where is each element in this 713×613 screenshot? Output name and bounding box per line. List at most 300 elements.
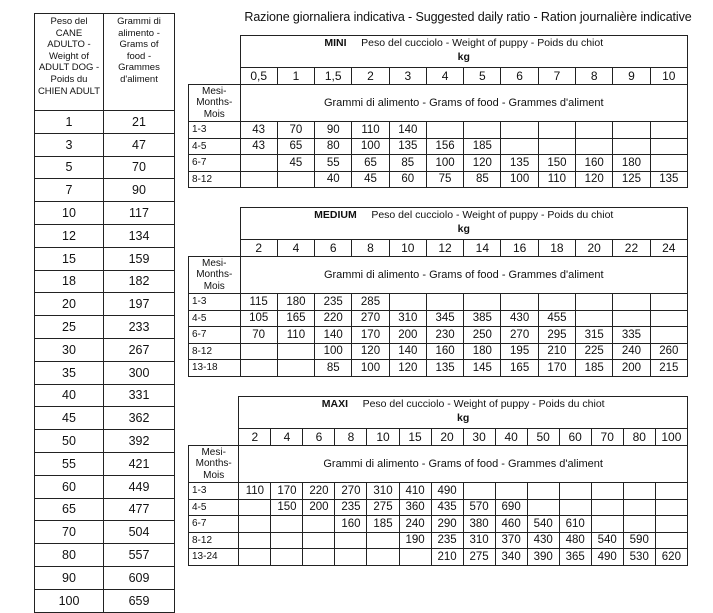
grams-cell: [277, 360, 314, 377]
grams-cell: 250: [464, 327, 501, 344]
grams-cell: [239, 499, 271, 516]
grams-cell: [576, 138, 613, 155]
grams-cell: 620: [655, 549, 687, 566]
adult-grams-header: Grammi di alimento - Grams of food - Grammes d'aliment: [104, 14, 175, 111]
grams-cell: [240, 360, 277, 377]
table-row: [35, 566, 175, 589]
grams-cell: 290: [431, 516, 463, 533]
grams-cell: 43: [240, 122, 277, 139]
table-row: [35, 407, 175, 430]
months-label-line: Mesi-: [202, 85, 227, 97]
size-label: MAXI: [321, 398, 348, 410]
months-label-line: Mesi-: [201, 446, 226, 458]
grams-cell: 140: [315, 327, 352, 344]
grams-cell: [389, 294, 426, 311]
grams-cell: 410: [399, 483, 431, 500]
weight-cell: 8: [352, 240, 389, 257]
weight-cell: 40: [495, 429, 527, 446]
grams-cell: 110: [538, 171, 575, 188]
table-row: [35, 179, 175, 202]
grams-cell: 540: [591, 532, 623, 549]
grams-cell: [303, 549, 335, 566]
grams-cell: 230: [426, 327, 463, 344]
grams-cell: [495, 483, 527, 500]
grams-cell: [538, 138, 575, 155]
table-row: [189, 327, 688, 344]
months-label-line: Mesi-: [202, 257, 227, 269]
table-row: [35, 338, 175, 361]
grams-cell: 180: [613, 155, 650, 172]
grams-cell: [335, 532, 367, 549]
table-row: [35, 498, 175, 521]
grams-cell: 120: [464, 155, 501, 172]
table-row: [35, 384, 175, 407]
blank-corner: [189, 240, 241, 257]
grams-cell: 90: [315, 122, 352, 139]
grams-cell: [426, 294, 463, 311]
grams-cell: 275: [463, 549, 495, 566]
grams-header: Grammi di alimento - Grams of food - Grammes d'aliment: [240, 256, 687, 294]
weight-cell: 8: [335, 429, 367, 446]
months-header: [189, 256, 241, 294]
table-row: [189, 171, 688, 188]
table-row: [35, 589, 175, 612]
grams-cell: [623, 483, 655, 500]
weight-cell: 18: [538, 240, 575, 257]
grams-cell: [613, 294, 650, 311]
grams-cell: 370: [495, 532, 527, 549]
table-row: [189, 122, 688, 139]
grams-cell: 100: [501, 171, 538, 188]
grams-cell: 170: [352, 327, 389, 344]
table-row: [189, 310, 688, 327]
age-cell: 8-12: [189, 171, 241, 188]
grams-cell: [650, 294, 687, 311]
grams-cell: 65: [352, 155, 389, 172]
grams-cell: [271, 532, 303, 549]
adult-weight-cell: 15: [35, 247, 104, 270]
blank-corner: [189, 208, 241, 240]
grams-cell: 235: [315, 294, 352, 311]
adult-grams-cell: 362: [104, 407, 175, 430]
weight-label: Peso del cucciolo - Weight of puppy - Poids du chiot: [371, 209, 614, 221]
grams-cell: 85: [464, 171, 501, 188]
weight-cell: 6: [501, 68, 538, 85]
grams-cell: 200: [389, 327, 426, 344]
table-row: [189, 516, 688, 533]
weight-cell: 60: [559, 429, 591, 446]
table-row: [35, 156, 175, 179]
grams-cell: 235: [335, 499, 367, 516]
adult-grams-cell: 557: [104, 544, 175, 567]
adult-grams-cell: 182: [104, 270, 175, 293]
weight-header: [240, 36, 687, 68]
months-label-line: Mois: [203, 280, 225, 292]
grams-cell: 110: [277, 327, 314, 344]
grams-cell: [271, 516, 303, 533]
grams-cell: [303, 516, 335, 533]
weight-cell: 0,5: [240, 68, 277, 85]
grams-cell: 590: [623, 532, 655, 549]
grams-cell: 480: [559, 532, 591, 549]
age-cell: 1-3: [189, 294, 241, 311]
adult-grams-cell: 477: [104, 498, 175, 521]
grams-cell: [239, 516, 271, 533]
adult-weight-cell: 55: [35, 452, 104, 475]
adult-grams-cell: 421: [104, 452, 175, 475]
weight-cell: 6: [303, 429, 335, 446]
grams-cell: [367, 532, 399, 549]
weight-cell: 4: [271, 429, 303, 446]
size-label: MEDIUM: [314, 209, 357, 221]
age-cell: 13-18: [189, 360, 241, 377]
adult-weight-cell: 1: [35, 111, 104, 134]
puppy-header-row: [189, 208, 688, 240]
adult-grams-cell: 47: [104, 133, 175, 156]
age-cell: 4-5: [189, 138, 241, 155]
grams-cell: 190: [399, 532, 431, 549]
page-title: Razione giornaliera indicativa - Suggested daily ratio - Ration journalière indicative: [244, 10, 692, 24]
grams-cell: 260: [650, 343, 687, 360]
grams-cell: 310: [389, 310, 426, 327]
grams-cell: [613, 122, 650, 139]
grams-cell: 100: [352, 138, 389, 155]
adult-grams-cell: 659: [104, 589, 175, 612]
table-row: [35, 247, 175, 270]
grams-cell: [576, 122, 613, 139]
grams-cell: [650, 155, 687, 172]
label-row: [189, 84, 688, 122]
blank-corner: [189, 397, 239, 429]
adult-grams-cell: 159: [104, 247, 175, 270]
grams-cell: [559, 499, 591, 516]
grams-cell: 530: [623, 549, 655, 566]
grams-cell: [538, 294, 575, 311]
grams-cell: [650, 327, 687, 344]
grams-cell: 225: [576, 343, 613, 360]
grams-cell: 140: [389, 343, 426, 360]
grams-cell: 215: [650, 360, 687, 377]
table-row: [35, 133, 175, 156]
table-row: [35, 224, 175, 247]
grams-cell: 135: [426, 360, 463, 377]
grams-cell: 220: [315, 310, 352, 327]
grams-cell: 335: [613, 327, 650, 344]
grams-cell: 100: [426, 155, 463, 172]
age-cell: 4-5: [189, 499, 239, 516]
grams-cell: [501, 294, 538, 311]
grams-cell: 80: [315, 138, 352, 155]
grams-cell: 460: [495, 516, 527, 533]
table-row: [35, 316, 175, 339]
grams-cell: 195: [501, 343, 538, 360]
weight-cell: 7: [538, 68, 575, 85]
adult-grams-cell: 300: [104, 361, 175, 384]
adult-weight-cell: 100: [35, 589, 104, 612]
table-row: [35, 270, 175, 293]
age-cell: 1-3: [189, 483, 239, 500]
grams-cell: [559, 483, 591, 500]
grams-cell: [650, 310, 687, 327]
grams-cell: 45: [277, 155, 314, 172]
table-row: [35, 475, 175, 498]
grams-cell: 275: [367, 499, 399, 516]
mini-table: [188, 35, 688, 188]
grams-cell: 200: [303, 499, 335, 516]
weight-header: [239, 397, 688, 429]
weight-cell: 30: [463, 429, 495, 446]
adult-weight-cell: 5: [35, 156, 104, 179]
adult-weight-cell: 70: [35, 521, 104, 544]
label-row: [189, 445, 688, 483]
grams-cell: 150: [538, 155, 575, 172]
grams-cell: [501, 122, 538, 139]
grams-cell: 235: [431, 532, 463, 549]
weight-cell: 24: [650, 240, 687, 257]
weight-cell: 70: [591, 429, 623, 446]
grams-cell: 185: [576, 360, 613, 377]
adult-grams-cell: 504: [104, 521, 175, 544]
grams-cell: 170: [538, 360, 575, 377]
grams-cell: 125: [613, 171, 650, 188]
table-row: [189, 532, 688, 549]
grams-cell: [527, 483, 559, 500]
grams-cell: [240, 155, 277, 172]
grams-cell: 160: [335, 516, 367, 533]
grams-cell: [464, 122, 501, 139]
grams-cell: [239, 532, 271, 549]
grams-cell: [463, 483, 495, 500]
table-row: [35, 544, 175, 567]
weight-cell: 15: [399, 429, 431, 446]
adult-grams-cell: 197: [104, 293, 175, 316]
grams-cell: [335, 549, 367, 566]
adult-weight-cell: 12: [35, 224, 104, 247]
months-header: [189, 445, 239, 483]
grams-cell: [655, 516, 687, 533]
table-row: [35, 521, 175, 544]
grams-cell: [655, 499, 687, 516]
weight-cell: 10: [389, 240, 426, 257]
weight-cell: 2: [352, 68, 389, 85]
weight-cell: 1,5: [315, 68, 352, 85]
grams-cell: [591, 483, 623, 500]
grams-cell: [591, 499, 623, 516]
table-row: [35, 293, 175, 316]
grams-cell: 135: [389, 138, 426, 155]
weight-cell: 100: [655, 429, 687, 446]
grams-cell: 540: [527, 516, 559, 533]
grams-cell: 200: [613, 360, 650, 377]
grams-cell: [538, 122, 575, 139]
table-row: [35, 452, 175, 475]
adult-grams-cell: 449: [104, 475, 175, 498]
grams-cell: 100: [352, 360, 389, 377]
grams-cell: 385: [464, 310, 501, 327]
blank-corner: [189, 36, 241, 68]
table-row: [189, 138, 688, 155]
grams-cell: 100: [315, 343, 352, 360]
grams-cell: 430: [527, 532, 559, 549]
adult-weight-cell: 10: [35, 202, 104, 225]
grams-cell: 105: [240, 310, 277, 327]
age-cell: 6-7: [189, 327, 241, 344]
grams-cell: 240: [613, 343, 650, 360]
months-label-line: Months-: [195, 458, 232, 469]
weight-cell: 80: [623, 429, 655, 446]
grams-cell: 270: [501, 327, 538, 344]
grams-cell: [576, 310, 613, 327]
grams-cell: [240, 171, 277, 188]
table-row: [189, 483, 688, 500]
grams-cell: [426, 122, 463, 139]
adult-grams-cell: 134: [104, 224, 175, 247]
adult-grams-cell: 609: [104, 566, 175, 589]
adult-weight-cell: 7: [35, 179, 104, 202]
weight-cell: 5: [464, 68, 501, 85]
grams-cell: 315: [576, 327, 613, 344]
adult-weight-cell: 35: [35, 361, 104, 384]
months-label-line: Months-: [196, 97, 233, 108]
months-label-line: Mois: [203, 469, 225, 481]
weight-label: Peso del cucciolo - Weight of puppy - Poids du chiot: [362, 398, 605, 410]
weight-cell: 20: [431, 429, 463, 446]
table-row: [189, 549, 688, 566]
grams-cell: 690: [495, 499, 527, 516]
grams-cell: 270: [352, 310, 389, 327]
adult-weight-cell: 45: [35, 407, 104, 430]
age-cell: 6-7: [189, 155, 241, 172]
weight-cell: 2: [239, 429, 271, 446]
blank-corner: [189, 68, 241, 85]
puppy-header-row: [189, 36, 688, 68]
months-header: [189, 84, 241, 122]
adult-grams-cell: 90: [104, 179, 175, 202]
age-cell: 4-5: [189, 310, 241, 327]
size-label: MINI: [324, 37, 347, 49]
grams-cell: 110: [239, 483, 271, 500]
grams-cell: [277, 171, 314, 188]
weight-cell: 9: [613, 68, 650, 85]
weight-cell: 3: [389, 68, 426, 85]
grams-cell: 360: [399, 499, 431, 516]
grams-cell: [650, 138, 687, 155]
grams-cell: [655, 483, 687, 500]
grams-cell: 430: [501, 310, 538, 327]
table-row: [35, 202, 175, 225]
grams-cell: [655, 532, 687, 549]
grams-cell: 165: [277, 310, 314, 327]
grams-cell: 455: [538, 310, 575, 327]
weight-cell: 4: [426, 68, 463, 85]
grams-cell: 295: [538, 327, 575, 344]
months-label-line: Months-: [196, 269, 233, 280]
grams-cell: 70: [277, 122, 314, 139]
grams-cell: 60: [389, 171, 426, 188]
grams-cell: 170: [271, 483, 303, 500]
grams-cell: 310: [367, 483, 399, 500]
grams-cell: 210: [538, 343, 575, 360]
grams-cell: 220: [303, 483, 335, 500]
grams-cell: 380: [463, 516, 495, 533]
months-label-line: Mois: [203, 108, 225, 120]
grams-cell: 180: [464, 343, 501, 360]
grams-cell: 185: [367, 516, 399, 533]
grams-cell: 240: [399, 516, 431, 533]
blank-corner: [189, 429, 239, 446]
grams-cell: 345: [426, 310, 463, 327]
grams-cell: 490: [591, 549, 623, 566]
grams-cell: 70: [240, 327, 277, 344]
age-cell: 1-3: [189, 122, 241, 139]
table-row: [189, 360, 688, 377]
table-row: [35, 361, 175, 384]
grams-cell: 65: [277, 138, 314, 155]
grams-cell: 210: [431, 549, 463, 566]
grams-cell: [464, 294, 501, 311]
adult-weight-cell: 65: [35, 498, 104, 521]
age-cell: 6-7: [189, 516, 239, 533]
table-row: [35, 430, 175, 453]
grams-cell: [399, 549, 431, 566]
grams-cell: 140: [389, 122, 426, 139]
grams-cell: [591, 516, 623, 533]
grams-cell: 610: [559, 516, 591, 533]
grams-cell: 150: [271, 499, 303, 516]
adult-weight-cell: 30: [35, 338, 104, 361]
grams-cell: 270: [335, 483, 367, 500]
grams-cell: [240, 343, 277, 360]
grams-cell: 55: [315, 155, 352, 172]
grams-cell: 435: [431, 499, 463, 516]
grams-cell: 115: [240, 294, 277, 311]
grams-cell: 85: [315, 360, 352, 377]
grams-cell: 160: [426, 343, 463, 360]
table-row: [35, 111, 175, 134]
grams-cell: [650, 122, 687, 139]
grams-cell: 390: [527, 549, 559, 566]
grams-cell: 135: [650, 171, 687, 188]
grams-cell: 570: [463, 499, 495, 516]
kg-unit: kg: [457, 51, 470, 63]
table-row: [189, 155, 688, 172]
adult-grams-cell: 21: [104, 111, 175, 134]
grams-cell: [367, 549, 399, 566]
grams-cell: [576, 294, 613, 311]
adult-grams-cell: 233: [104, 316, 175, 339]
grams-cell: [239, 549, 271, 566]
adult-weight-cell: 90: [35, 566, 104, 589]
adult-grams-cell: 392: [104, 430, 175, 453]
weight-cell: 14: [464, 240, 501, 257]
label-row: [189, 256, 688, 294]
grams-cell: [501, 138, 538, 155]
grams-cell: [527, 499, 559, 516]
grams-cell: 160: [576, 155, 613, 172]
weight-cell: 20: [576, 240, 613, 257]
grams-cell: 120: [389, 360, 426, 377]
grams-cell: [613, 138, 650, 155]
grams-cell: 120: [576, 171, 613, 188]
grams-cell: [271, 549, 303, 566]
grams-cell: 110: [352, 122, 389, 139]
weight-cell: 10: [367, 429, 399, 446]
age-cell: 13-24: [189, 549, 239, 566]
kg-unit: kg: [457, 223, 470, 235]
weights-row: [189, 68, 688, 85]
grams-cell: 40: [315, 171, 352, 188]
grams-header: Grammi di alimento - Grams of food - Grammes d'aliment: [240, 84, 687, 122]
